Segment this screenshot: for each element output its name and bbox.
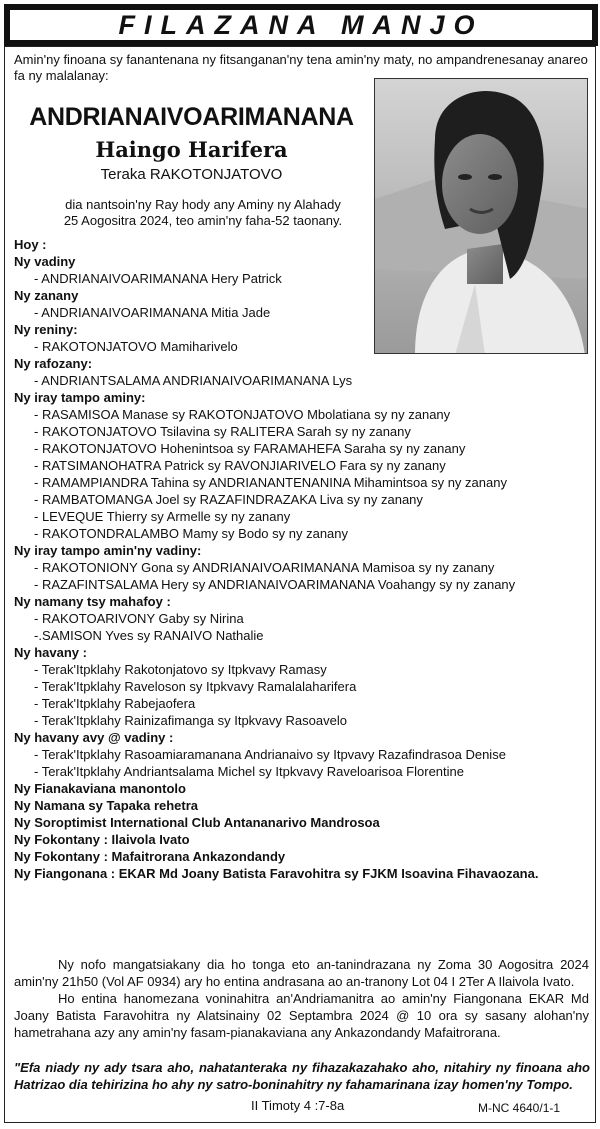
family-group-heading: Ny iray tampo amin'ny vadiny: <box>14 543 202 558</box>
family-list <box>14 236 594 882</box>
death-line-1: dia nantsoin'ny Ray hody any Aminy ny Alahady <box>65 197 341 212</box>
ad-code: M-NC 4640/1-1 <box>478 1101 561 1115</box>
family-member: - Terak'Itpklahy Rakotonjatovo sy Itpkvavy Ramasy <box>34 662 327 677</box>
family-member: - RAMAMPIANDRA Tahina sy ANDRIANANTENANINA Mihamintsoa sy ny zanany <box>34 475 507 490</box>
family-member: - RAKOTOARIVONY Gaby sy Nirina <box>34 611 244 626</box>
deceased-spouse-line: Teraka RAKOTONJATOVO <box>100 166 283 183</box>
family-member: - RASAMISOA Manase sy RAKOTONJATOVO Mbolatiana sy ny zanany <box>34 407 451 422</box>
family-member: -.SAMISON Yves sy RANAIVO Nathalie <box>34 628 264 643</box>
family-member: - RAMBATOMANGA Joel sy RAZAFINDRAZAKA Liva sy ny zanany <box>34 492 423 507</box>
family-member: - RAZAFINTSALAMA Hery sy ANDRIANAIVOARIMANANA Voahangy sy ny zanany <box>34 577 516 592</box>
family-group-heading: Ny Fianakaviana manontolo <box>14 781 186 796</box>
family-member: - RAKOTONDRALAMBO Mamy sy Bodo sy ny zanany <box>34 526 349 541</box>
family-member: - ANDRIANTSALAMA ANDRIANAIVOARIMANANA Lys <box>34 373 353 388</box>
family-member: - RAKOTONJATOVO Hohenintsoa sy FARAMAHEFA Saraha sy ny zanany <box>34 441 466 456</box>
deceased-nickname: Haingo Harifera <box>95 137 288 162</box>
deceased-name: ANDRIANAIVOARIMANANA <box>29 103 354 131</box>
family-member: - RAKOTONIONY Gona sy ANDRIANAIVOARIMANANA Mamisoa sy ny zanany <box>34 560 495 575</box>
intro-text: Amin'ny finoana sy fanantenana ny fitsanganan'ny tena amin'ny maty, no ampandrenesanay anareo fa ny malalanay: <box>14 52 588 83</box>
family-group-heading: Ny havany : <box>14 645 87 660</box>
family-group-heading: Ny iray tampo aminy: <box>14 390 146 405</box>
family-group-heading: Ny vadiny <box>14 254 76 269</box>
family-group-heading: Ny Fokontany : Mafaitrorana Ankazondandy <box>14 849 286 864</box>
family-member: - LEVEQUE Thierry sy Armelle sy ny zanany <box>34 509 291 524</box>
family-group-heading: Ny Namana sy Tapaka rehetra <box>14 798 199 813</box>
bible-verse: "Efa niady ny ady tsara aho, nahatanteraka ny fihazakazahako aho, nitahiry ny finoana aho Hatrizao dia tehirizina ho ahy ny satro-boninahitry ny fahamarinana izay homen'ny Tompo. <box>14 1060 590 1092</box>
family-member: - Terak'Itpklahy Andriantsalama Michel sy Itpkvavy Raveloarisoa Florentine <box>34 764 464 779</box>
family-member: - Terak'Itpklahy Raveloson sy Itpkvavy Ramalalaharifera <box>34 679 357 694</box>
family-group-heading: Hoy : <box>14 237 47 252</box>
notice-paragraph-2: Ho entina hanomezana voninahitra an'Andriamanitra ao amin'ny Fiangonana EKAR Md Joany Batista Faravohitra ny Alatsinainy 02 Septambra 2024 @ 10 ora sy sasany alohan'ny hametrahana azy any amin'ny fasam-pianakaviana any Ankazondandy Mafaitrorana. <box>14 991 589 1040</box>
family-group-heading: Ny namany tsy mahafoy : <box>14 594 171 609</box>
family-member: - RAKOTONJATOVO Mamiharivelo <box>34 339 238 354</box>
family-group-heading: Ny havany avy @ vadiny : <box>14 730 174 745</box>
death-announcement <box>38 197 368 229</box>
notice-title-banner <box>4 4 598 46</box>
family-member: - Terak'Itpklahy Rabejaofera <box>34 696 196 711</box>
family-member: - ANDRIANAIVOARIMANANA Mitia Jade <box>34 305 271 320</box>
verse-reference: II Timoty 4 :7-8a <box>251 1098 345 1113</box>
family-member: - Terak'Itpklahy Rasoamiaramanana Andrianaivo sy Itpvavy Razafindrasoa Denise <box>34 747 506 762</box>
family-member: - ANDRIANAIVOARIMANANA Hery Patrick <box>34 271 282 286</box>
family-member: - Terak'Itpklahy Rainizafimanga sy Itpkvavy Rasoavelo <box>34 713 347 728</box>
family-group-heading: Ny Fokontany : Ilaivola Ivato <box>14 832 190 847</box>
family-group-heading: Ny reniny: <box>14 322 78 337</box>
family-group-heading: Ny Fiangonana : EKAR Md Joany Batista Faravohitra sy FJKM Isoavina Fihavaozana. <box>14 866 539 881</box>
funeral-notice <box>14 956 589 1041</box>
family-group-heading: Ny rafozany: <box>14 356 93 371</box>
notice-paragraph-1: Ny nofo mangatsiakany dia ho tonga eto an-tanindrazana ny Zoma 30 Aogositra 2024 amin'ny 21h50 (Vol AF 0934) ary ho entina andrasana ao an-tranony Lot 04 I 2Ter A Ilaivola Ivato. <box>14 957 589 989</box>
family-group-heading: Ny zanany <box>14 288 79 303</box>
family-group-heading: Ny Soroptimist International Club Antananarivo Mandrosoa <box>14 815 380 830</box>
family-member: - RATSIMANOHATRA Patrick sy RAVONJIARIVELO Fara sy ny zanany <box>34 458 446 473</box>
notice-title: FILAZANA MANJO <box>118 9 484 40</box>
family-member: - RAKOTONJATOVO Tsilavina sy RALITERA Sarah sy ny zanany <box>34 424 411 439</box>
death-line-2: 25 Aogositra 2024, teo amin'ny faha-52 taonany. <box>63 213 343 228</box>
